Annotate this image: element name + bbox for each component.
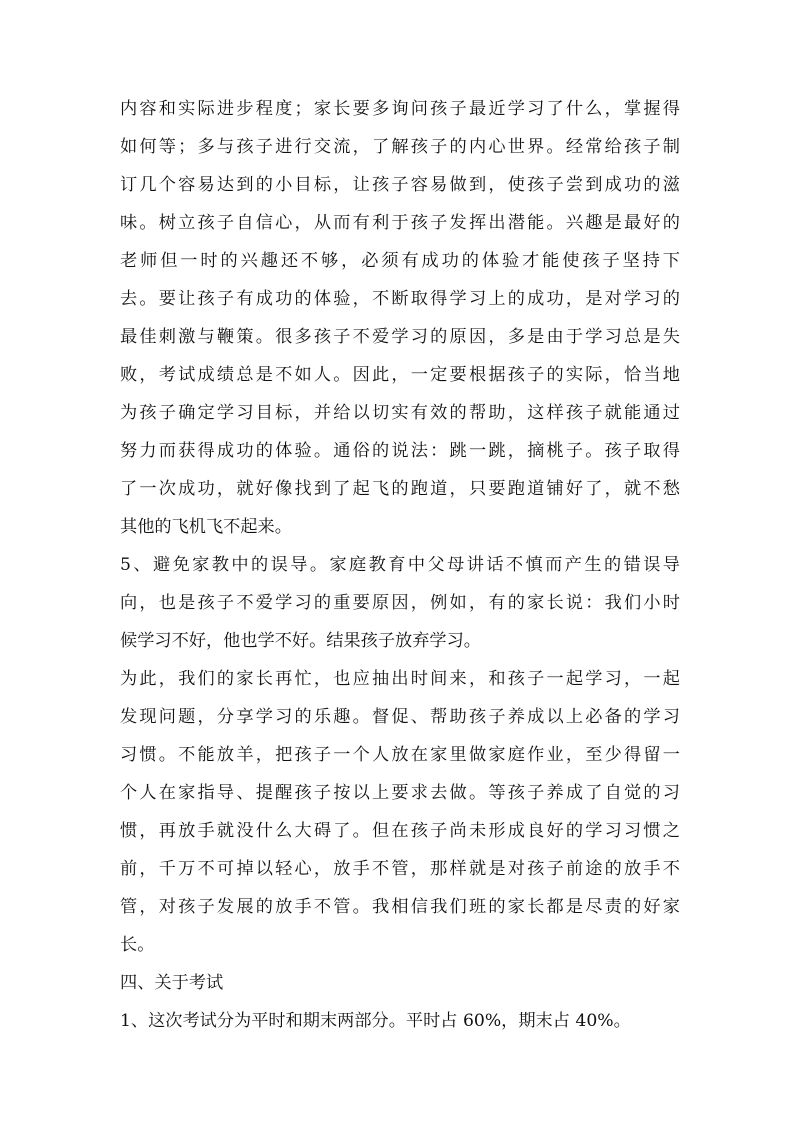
text-line: 管，对孩子发展的放手不管。我相信我们班的家长都是尽责的好家 — [120, 897, 680, 917]
text-line: 老师但一时的兴趣还不够，必须有成功的体验才能使孩子坚持下 — [120, 251, 680, 271]
section-heading: 四、关于考试 — [120, 973, 224, 993]
text-line: 味。树立孩子自信心，从而有利于孩子发挥出潜能。兴趣是最好的 — [120, 213, 680, 233]
text-line: 1、这次考试分为平时和期末两部分。平时占 60%，期末占 40%。 — [120, 1011, 631, 1031]
text-line: 惯，再放手就没什么大碍了。但在孩子尚未形成良好的学习习惯之 — [120, 821, 680, 841]
text-line: 候学习不好，他也学不好。结果孩子放弃学习。 — [120, 631, 481, 651]
text-line: 最佳刺激与鞭策。很多孩子不爱学习的原因，多是由于学习总是失 — [120, 327, 680, 347]
text-line: 向，也是孩子不爱学习的重要原因，例如，有的家长说：我们小时 — [120, 593, 680, 613]
text-line: 为孩子确定学习目标，并给以切实有效的帮助，这样孩子就能通过 — [120, 403, 680, 423]
text-line: 努力而获得成功的体验。通俗的说法：跳一跳，摘桃子。孩子取得 — [120, 441, 680, 461]
text-line: 长。 — [120, 935, 155, 955]
text-line: 去。要让孩子有成功的体验，不断取得学习上的成功，是对学习的 — [120, 289, 680, 309]
text-line: 了一次成功，就好像找到了起飞的跑道，只要跑道铺好了，就不愁 — [120, 479, 680, 499]
text-line: 如何等；多与孩子进行交流，了解孩子的内心世界。经常给孩子制 — [120, 137, 680, 157]
text-line: 个人在家指导、提醒孩子按以上要求去做。等孩子养成了自觉的习 — [120, 783, 680, 803]
text-line: 败，考试成绩总是不如人。因此，一定要根据孩子的实际，恰当地 — [120, 365, 680, 385]
text-line: 其他的飞机飞不起来。 — [120, 517, 292, 537]
text-line: 订几个容易达到的小目标，让孩子容易做到，使孩子尝到成功的滋 — [120, 175, 680, 195]
text-line: 发现问题，分享学习的乐趣。督促、帮助孩子养成以上必备的学习 — [120, 707, 680, 727]
text-line: 习惯。不能放羊，把孩子一个人放在家里做家庭作业，至少得留一 — [120, 745, 680, 765]
text-line: 5、避免家教中的误导。家庭教育中父母讲话不慎而产生的错误导 — [120, 555, 680, 575]
text-line: 前，千万不可掉以轻心，放手不管，那样就是对孩子前途的放手不 — [120, 859, 680, 879]
text-line: 内容和实际进步程度；家长要多询问孩子最近学习了什么，掌握得 — [120, 99, 680, 119]
text-line: 为此，我们的家长再忙，也应抽出时间来，和孩子一起学习，一起 — [120, 669, 680, 689]
